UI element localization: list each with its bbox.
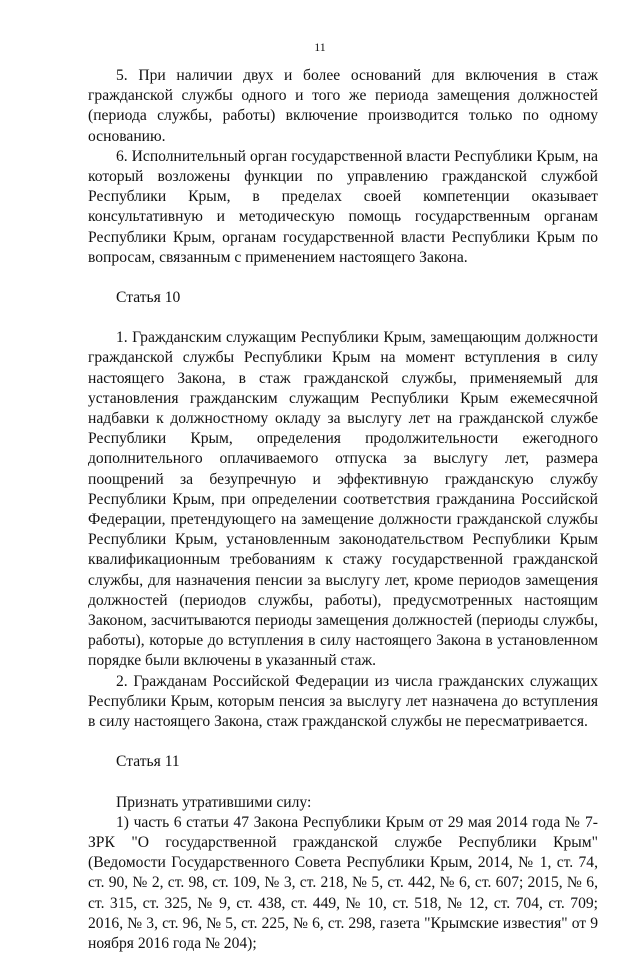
article-heading-11: Статья 11	[116, 753, 180, 771]
paragraph-article-10-part-2: 2. Гражданам Российской Федерации из числа гражданских служащих Республики Крым, которым пенсия за выслугу лет назначена до вступления в силу настоящего Закона, стаж гражданской службы не пересматривается.	[88, 672, 598, 731]
paragraph-item-6: 6. Исполнительный орган государственной власти Республики Крым, на который возложены функции по управлению гражданской службой Республики Крым, в пределах своей компетенции оказывает консультативную и методическую помощь государственным органам Республики Крым, органам государственной власти Республики Крым по вопросам, связанным с применением настоящего Закона.	[88, 147, 598, 266]
paragraph-item-5: 5. При наличии двух и более оснований для включения в стаж гражданской службы одного и того же периода замещения должностей (периода службы, работы) включение производится только по одному основанию.	[88, 67, 598, 145]
article-heading-10: Статья 10	[116, 289, 181, 307]
page-number: 11	[314, 40, 326, 54]
paragraph-article-11-intro: Признать утратившими силу:	[116, 793, 312, 811]
paragraph-article-10-part-1: 1. Гражданским служащим Республики Крым, замещающим должности гражданской службы Республики Крым на момент вступления в силу настоящего Закона, в стаж гражданской службы, применяемый для установления гражданским служащим Республики Крым ежемесячной надбавки к должностному окладу за выслугу лет на гражданской службе Республики Крым, определения продолжительности ежегодного дополнительного оплачиваемого отпуска за выслугу лет, размера поощрений за безупречную и эффективную гражданскую службу Республики Крым, при определении соответствия гражданина Российской Федерации, претендующего на замещение должности гражданской службы Республики Крым, установленным законодательством Республики Крым квалификационным требованиям к стажу государственной гражданской службы, для назначения пенсии за выслугу лет, кроме периодов замещения должностей (периодов службы, работы), предусмотренных настоящим Законом, засчитываются периоды замещения должностей (периоды службы, работы), которые до вступления в силу настоящего Закона в установленном порядке были включены в указанный стаж.	[88, 329, 598, 670]
document-body	[88, 66, 598, 954]
paragraph-article-11-item-1: 1) часть 6 статьи 47 Закона Республики Крым от 29 мая 2014 года № 7-ЗРК "О государственной гражданской службе Республики Крым" (Ведомости Государственного Совета Республики Крым, 2014, № 1, ст. 74, ст. 90, № 2, ст. 98, ст. 109, № 3, ст. 218, № 5, ст. 442, № 6, ст. 607; 2015, № 6, ст. 315, ст. 325, № 9, ст. 438, ст. 449, № 10, ст. 518, № 12, ст. 704, ст. 709; 2016, № 3, ст. 96, № 5, ст. 225, № 6, ст. 298, газета "Крымские известия" от 9 ноября 2016 года № 204);	[88, 813, 598, 952]
